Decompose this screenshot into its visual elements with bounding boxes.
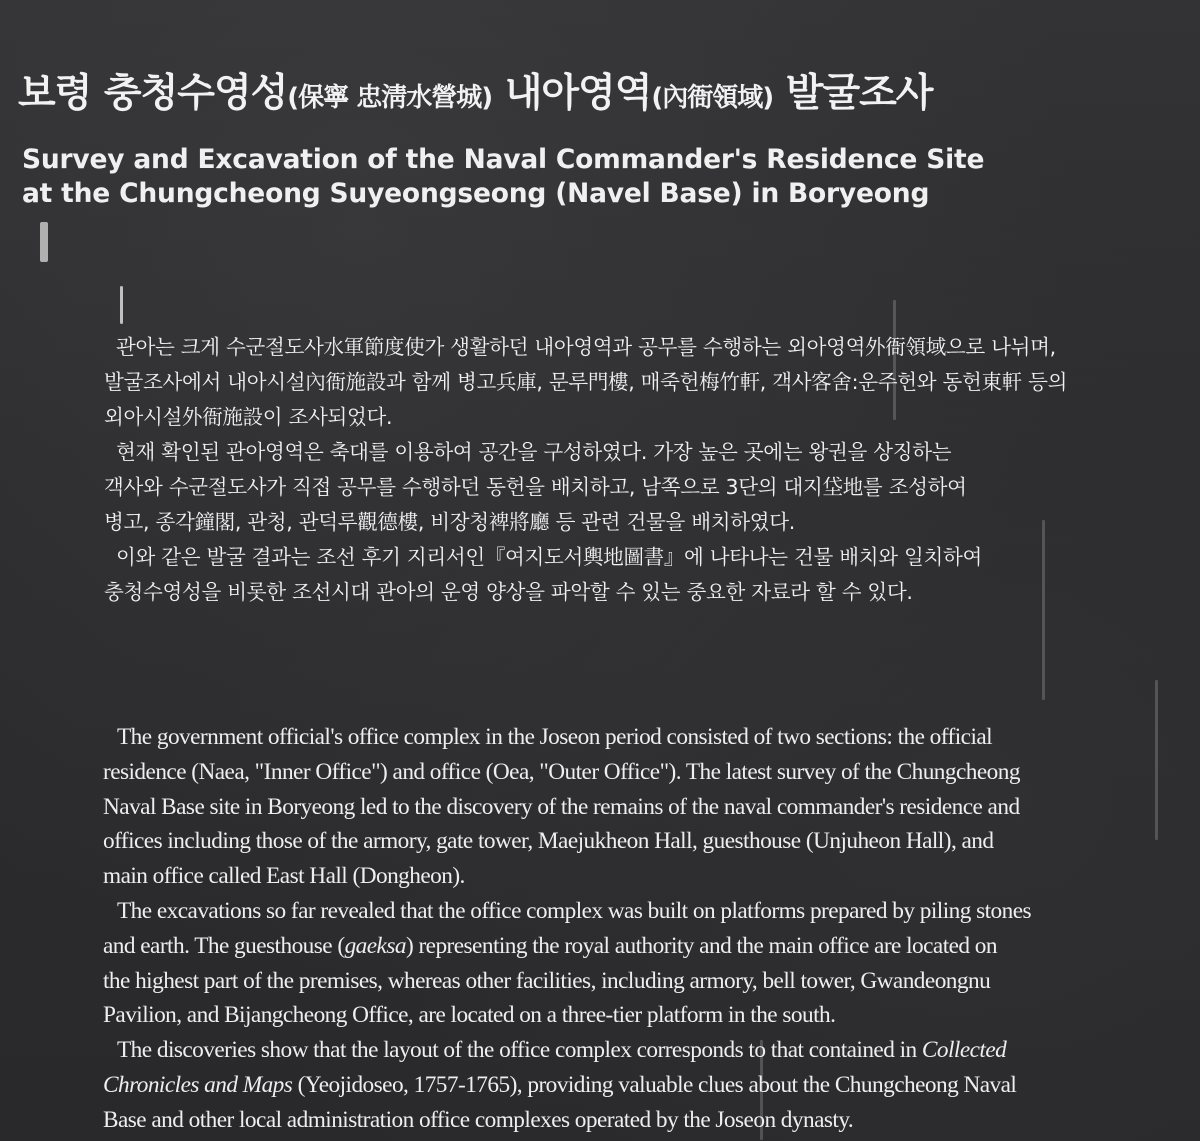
english-italic-title: Chronicles and Maps [103,1071,293,1098]
title-korean-part: 내아영역 [492,71,652,116]
title-english-line: Survey and Excavation of the Naval Commander's Residence Site [22,144,985,175]
english-text-run: (Yeojidoseo, 1757-1765), providing valuable clues about the Chungcheong Naval [292,1071,1017,1098]
english-line: offices including those of the armory, gate tower, Maejukheon Hall, guesthouse (Unjuheon Hall), and [103,828,994,855]
title-hanja-part: (保寧 忠淸水營城) [287,83,493,113]
title-korean [18,62,932,118]
korean-line: 이와 같은 발굴 결과는 조선 후기 지리서인『여지도서輿地圖書』에 나타나는 건물 배치와 일치하여 [116,545,982,569]
english-line: Base and other local administration office complexes operated by the Joseon dynasty. [103,1106,854,1133]
english-line [103,1068,1113,1103]
english-italic-term: gaeksa [344,932,406,959]
korean-description [104,330,1114,610]
english-text-run: The discoveries show that the layout of the office complex corresponds to that contained in [117,1037,922,1064]
title-korean-part: 발굴조사 [773,71,933,116]
english-line: main office called East Hall (Dongheon). [103,863,465,890]
title-hanja-part: (內衙領域) [651,83,774,113]
korean-line: 충청수영성을 비롯한 조선시대 관아의 운영 양상을 파악할 수 있는 중요한 자료라 할 수 있다. [104,580,913,604]
english-line: the highest part of the premises, whereas other facilities, including armory, bell tower, Gwandeongnu [103,967,991,994]
english-line: The government official's office complex in the Joseon period consisted of two sections: the official [117,724,993,750]
english-text-run: ) representing the royal authority and the main office are located on [405,932,998,959]
title-english [22,143,984,211]
paint-scratch [40,222,48,262]
english-italic-title: Collected [921,1037,1007,1064]
korean-line: 외아시설外衙施設이 조사되었다. [104,405,393,429]
english-line [103,929,1113,964]
korean-line: 현재 확인된 관아영역은 축대를 이용하여 공간을 구성하였다. 가장 높은 곳에는 왕권을 상징하는 [116,440,952,464]
title-english-line: at the Chungcheong Suyeongseong (Navel Base) in Boryeong [22,178,930,209]
english-line: Pavilion, and Bijangcheong Office, are located on a three-tier platform in the south. [103,1002,836,1029]
english-description [103,720,1113,1138]
korean-line: 병고, 종각鐘閣, 관청, 관덕루觀德樓, 비장청裨將廳 등 관련 건물을 배치하였다. [104,510,795,534]
korean-line: 객사와 수군절도사가 직접 공무를 수행하던 동헌을 배치하고, 남쪽으로 3단의 대지垈地를 조성하여 [104,475,967,499]
korean-line: 발굴조사에서 내아시설內衙施設과 함께 병고兵庫, 문루門樓, 매죽헌梅竹軒, 객사客舍:운주헌와 동헌東軒 등의 [104,370,1068,394]
paint-scratch [120,286,123,324]
water-stain [1155,680,1158,840]
english-line [103,1033,1113,1068]
korean-line: 관아는 크게 수군절도사水軍節度使가 생활하던 내아영역과 공무를 수행하는 외아영역外衙領域으로 나뉘며, [116,335,1056,359]
english-text-run: and earth. The guesthouse ( [103,932,345,959]
english-line: Naval Base site in Boryeong led to the discovery of the remains of the naval commander's residence and [103,793,1020,820]
english-line: The excavations so far revealed that the office complex was built on platforms prepared by piling stones [117,897,1032,924]
english-line: residence (Naea, "Inner Office") and office (Oea, "Outer Office"). The latest survey of the Chungcheong [103,758,1020,785]
title-korean-part: 보령 충청수영성 [18,71,288,116]
